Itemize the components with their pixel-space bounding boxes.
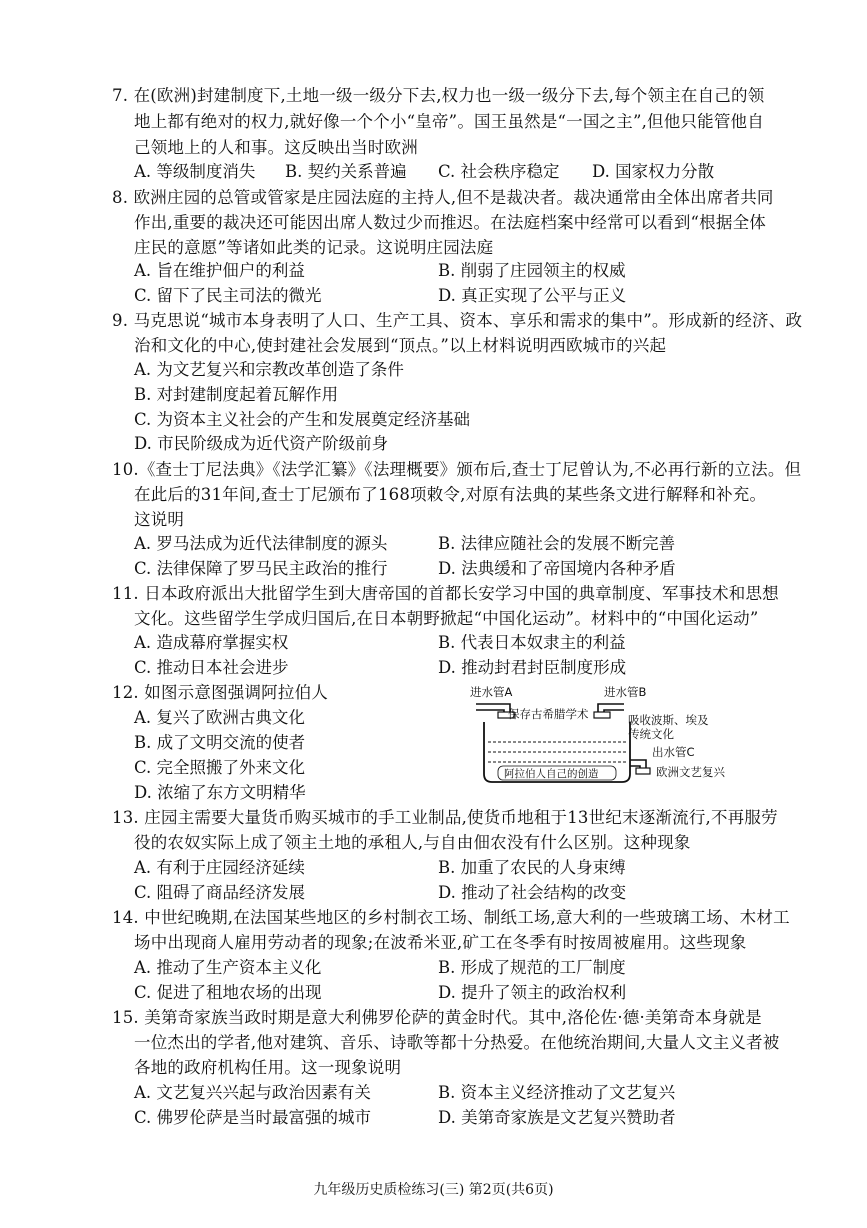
q10-option-c: C. 法律保障了罗马民主政治的推行 xyxy=(134,559,388,578)
q11-line-2: 文化。这些留学生学成归国后,在日本朝野掀起“中国化运动”。材料中的“中国化运动” xyxy=(134,609,759,628)
q15-option-c: C. 佛罗伦萨是当时最富强的城市 xyxy=(134,1108,372,1127)
q11-line-1: 11. 日本政府派出大批留学生到大唐帝国的首都长安学习中国的典章制度、军事技术和思想 xyxy=(112,584,779,603)
q12-option-d: D. 浓缩了东方文明精华 xyxy=(134,783,306,802)
q11-option-a: A. 造成幕府掌握实权 xyxy=(134,633,289,652)
q14-line-1: 14. 中世纪晚期,在法国某些地区的乡村制衣工场、制纸工场,意大利的一些玻璃工场、木材工 xyxy=(112,908,790,927)
q7-option-c: C. 社会秩序稳定 xyxy=(438,162,560,181)
q12-option-a: A. 复兴了欧洲古典文化 xyxy=(134,708,305,727)
q13-option-b: B. 加重了农民的人身束缚 xyxy=(438,858,626,877)
q12-line-1: 12. 如图示意图强调阿拉伯人 xyxy=(112,683,328,702)
q10-option-b: B. 法律应随社会的发展不断完善 xyxy=(438,534,676,553)
q15-option-a: A. 文艺复兴兴起与政治因素有关 xyxy=(134,1083,371,1102)
q11-option-c: C. 推动日本社会进步 xyxy=(134,658,289,677)
q8-line-2: 作出,重要的裁决还可能因出席人数过少而推迟。在法庭档案中经常可以看到“根据全体 xyxy=(134,213,766,232)
q10-line-3: 这说明 xyxy=(134,510,185,529)
arab-creation-label: 阿拉伯人自己的创造 xyxy=(504,768,599,780)
q10-line-2: 在此后的31年间,查士丁尼颁布了168项敕令,对原有法典的某些条文进行解释和补充。 xyxy=(134,485,767,504)
q15-line-2: 一位杰出的学者,他对建筑、音乐、诗歌等都十分热爱。在他统治期间,大量人文主义者被 xyxy=(134,1033,780,1052)
q13-option-d: D. 推动了社会结构的改变 xyxy=(438,883,627,902)
q7-line-2: 地上都有绝对的权力,就好像一个个小“皇帝”。国王虽然是“一国之主”,但他只能管他自 xyxy=(134,112,764,131)
q9-option-a: A. 为文艺复兴和宗教改革创造了条件 xyxy=(134,360,404,379)
q8-option-d: D. 真正实现了公平与正义 xyxy=(438,286,627,305)
water-tank-diagram xyxy=(468,682,748,792)
inlet-b-label: 进水管B xyxy=(604,685,647,699)
q15-option-d: D. 美第奇家族是文艺复兴赞助者 xyxy=(438,1108,676,1127)
q10-option-a: A. 罗马法成为近代法律制度的源头 xyxy=(134,534,388,553)
q14-option-a: A. 推动了生产资本主义化 xyxy=(134,958,322,977)
q14-option-d: D. 提升了领主的政治权利 xyxy=(438,983,627,1002)
q13-line-1: 13. 庄园主需要大量货币购买城市的手工业制品,使货币地租于13世纪末逐渐流行,不再服劳 xyxy=(112,808,778,827)
q12-option-c: C. 完全照搬了外来文化 xyxy=(134,758,306,777)
q11-option-b: B. 代表日本奴隶主的利益 xyxy=(438,633,626,652)
q14-option-c: C. 促进了租地农场的出现 xyxy=(134,983,322,1002)
q13-option-c: C. 阻碍了商品经济发展 xyxy=(134,883,306,902)
q15-line-3: 各地的政府机构任用。这一现象说明 xyxy=(134,1058,402,1077)
q14-option-b: B. 形成了规范的工厂制度 xyxy=(438,958,626,977)
q7-line-1: 7. 在(欧洲)封建制度下,土地一级一级分下去,权力也一级一级分下去,每个领主在自己的领 xyxy=(112,86,765,105)
greek-learning-label: 保存古希腊学术 xyxy=(508,707,589,721)
q9-option-c: C. 为资本主义社会的产生和发展奠定经济基础 xyxy=(134,410,471,429)
renaissance-label: 欧洲文艺复兴 xyxy=(656,765,725,779)
q10-option-d: D. 法典缓和了帝国境内各种矛盾 xyxy=(438,559,676,578)
q9-line-1: 9. 马克思说“城市本身表明了人口、生产工具、资本、享乐和需求的集中”。形成新的经济、政 xyxy=(112,311,803,330)
page-footer: 九年级历史质检练习(三) 第2页(共6页) xyxy=(313,1182,554,1198)
q15-option-b: B. 资本主义经济推动了文艺复兴 xyxy=(438,1083,676,1102)
q13-option-a: A. 有利于庄园经济延续 xyxy=(134,858,305,877)
q9-option-d: D. 市民阶级成为近代资产阶级前身 xyxy=(134,434,389,453)
q9-option-b: B. 对封建制度起着瓦解作用 xyxy=(134,385,339,404)
persia-egypt-label-1: 吸收波斯、埃及 xyxy=(628,713,709,727)
q8-line-3: 庄民的意愿”等诸如此类的记录。这说明庄园法庭 xyxy=(134,238,494,257)
q8-line-1: 8. 欧洲庄园的总管或管家是庄园法庭的主持人,但不是裁决者。裁决通常由全体出席者共同 xyxy=(112,188,774,207)
q12-option-b: B. 成了文明交流的使者 xyxy=(134,733,306,752)
q15-line-1: 15. 美第奇家族当政时期是意大利佛罗伦萨的黄金时代。其中,洛伦佐·德·美第奇本身就是 xyxy=(112,1008,762,1027)
persia-egypt-label-2: 传统文化 xyxy=(628,727,674,741)
q8-option-c: C. 留下了民主司法的微光 xyxy=(134,286,322,305)
q7-option-a: A. 等级制度消失 xyxy=(134,162,256,181)
q11-option-d: D. 推动封君封臣制度形成 xyxy=(438,658,627,677)
q8-option-b: B. 削弱了庄园领主的权威 xyxy=(438,261,626,280)
q8-option-a: A. 旨在维护佃户的利益 xyxy=(134,261,305,280)
inlet-a-label: 进水管A xyxy=(470,685,513,699)
q10-line-1: 10.《查士丁尼法典》《法学汇纂》《法理概要》颁布后,查士丁尼曾认为,不必再行新的立法。但 xyxy=(112,460,802,479)
outlet-c-label: 出水管C xyxy=(652,745,695,759)
q9-line-2: 治和文化的中心,使封建社会发展到“顶点。”以上材料说明西欧城市的兴起 xyxy=(134,336,667,355)
q13-line-2: 役的农奴实际上成了领主土地的承租人,与自由佃农没有什么区别。这种现象 xyxy=(134,833,691,852)
q14-line-2: 场中出现商人雇用劳动者的现象;在波希米亚,矿工在冬季有时按周被雇用。这些现象 xyxy=(134,933,747,952)
q7-option-d: D. 国家权力分散 xyxy=(592,162,715,181)
q7-line-3: 己领地上的人和事。这反映出当时欧洲 xyxy=(134,138,418,157)
q7-option-b: B. 契约关系普遍 xyxy=(285,162,407,181)
